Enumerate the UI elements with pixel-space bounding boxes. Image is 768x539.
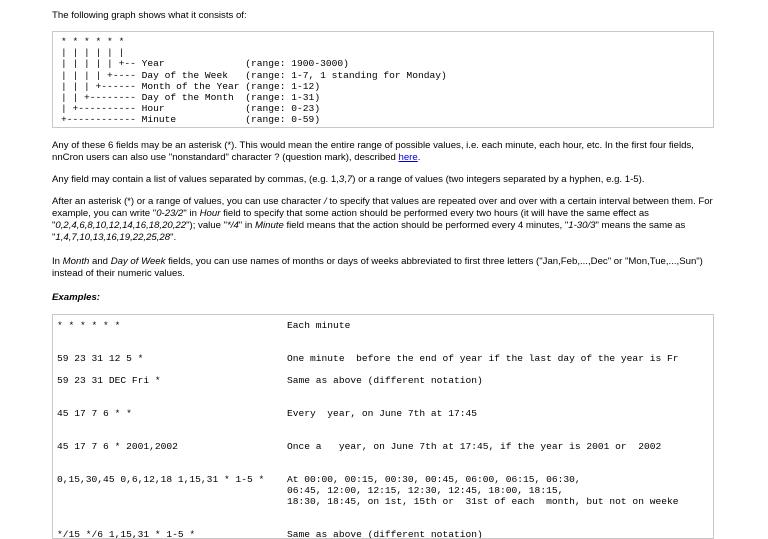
field-graph: [61, 36, 713, 126]
example-desc: Once a year, on June 7th at 17:45, if the year is 2001 or 2002: [287, 441, 662, 452]
para1-text-b: .: [417, 152, 421, 163]
examples-box: [52, 314, 714, 539]
intro-text: The following graph shows what it consists of:: [52, 10, 247, 21]
paragraph-names: [52, 256, 716, 280]
para3-italic-8: 1,4,7,10,13,16,19,22,25,28: [55, 232, 171, 243]
para3-text-c: " in: [183, 208, 200, 219]
example-expr: */15 */6 1,15,31 * 1-5 *: [57, 529, 196, 539]
graph-line: * * * * * *: [61, 36, 125, 47]
example-expr: 45 17 7 6 * 2001,2002: [57, 441, 178, 452]
example-desc: Each minute: [287, 320, 351, 331]
para4-text-a: In: [52, 256, 63, 267]
para1-text-a: Any of these 6 fields may be an asterisk (*). This would mean the entire range of possible values, i.e. each minute, each hour, etc. In the first four fields, nnCron users can also use "nonstandard" character ? (question mark), described: [52, 140, 694, 163]
paragraph-list: [52, 174, 716, 186]
para2-italic-1: 3: [338, 174, 345, 185]
paragraph-asterisk: [52, 140, 716, 164]
para3-text-g: field means that the action should be performed every 4 minutes, ": [283, 220, 569, 231]
para3-italic-6: Minute: [255, 220, 284, 231]
example-desc: Every year, on June 7th at 17:45: [287, 408, 477, 419]
graph-line: | | | | | |: [61, 47, 125, 59]
para2-text-b: ,: [344, 174, 347, 185]
example-expr: 0,15,30,45 0,6,12,18 1,15,31 * 1-5 *: [57, 474, 265, 485]
para3-italic-1: /: [323, 196, 327, 207]
para3-text-f: " in: [238, 220, 256, 231]
para4-text-c: fields, you can use names of months or days of weeks abbreviated to first three letters ("Jan,Feb,...,Dec" or "Mon,Tue,...,Sun") instead of their numeric values.: [52, 256, 703, 279]
graph-line: | | | | | +-- Year (range: 1900-3000): [61, 58, 349, 70]
graph-line: | | | +------ Month of the Year (range: 1-12): [61, 80, 321, 92]
graph-line: | | | | +---- Day of the Week (range: 1-7, 1 standing for Monday): [61, 69, 447, 81]
para3-italic-4: 0,2,4,6,8,10,12,14,16,18,20,22: [55, 220, 187, 231]
example-desc: Same as above (different notation): [287, 529, 483, 539]
para3-text-h: " means the same as ": [52, 220, 686, 243]
para3-text-d: field to specify that some action should be performed every two hours (it will have the same effect as ": [52, 208, 649, 231]
para2-text-c: ) or a range of values (two integers separated by a hyphen, e.g. 1-5).: [352, 174, 645, 185]
example-expr: 59 23 31 12 5 *: [57, 353, 144, 364]
para3-text-b: to specify that values are repeated over and over with a certain interval between them. For example, you can write ": [52, 196, 713, 219]
para3-text-e: "); value ": [186, 220, 228, 231]
field-graph-box: [52, 31, 714, 128]
graph-line: | | +-------- Day of the Month (range: 1-31): [61, 92, 321, 104]
para3-text-j: ".: [170, 232, 177, 243]
graph-line: +------------ Minute (range: 0-59): [61, 114, 321, 126]
paragraph-interval: [52, 196, 716, 244]
example-desc: One minute before the end of year if the last day of the year is Fr: [287, 353, 679, 364]
example-desc: Same as above (different notation): [287, 375, 483, 386]
para4-text-b: and: [89, 256, 111, 267]
example-expr: 45 17 7 6 * *: [57, 408, 132, 419]
para3-italic-5: */4: [227, 220, 239, 231]
here-link[interactable]: here: [398, 152, 418, 163]
example-expr: * * * * * *: [57, 320, 121, 331]
example-expr: 59 23 31 DEC Fri *: [57, 375, 161, 386]
example-desc: At 00:00, 00:15, 00:30, 00:45, 06:00, 06:15, 06:30, 06:45, 12:00, 12:15, 12:30, 12:45, 18:00, 18:15, 18:30, 18:45, on 1st, 15th or 31st of each month, but not on weeke: [287, 474, 679, 508]
para4-italic-2: Day of Week: [110, 256, 166, 267]
para3-text-a: After an asterisk (*) or a range of values, you can use character: [52, 196, 324, 207]
examples-heading: Examples:: [52, 292, 100, 303]
para3-italic-3: Hour: [199, 208, 221, 219]
para3-italic-7: 1-30/3: [568, 220, 596, 231]
para2-italic-2: 7: [346, 174, 353, 185]
para4-italic-1: Month: [62, 256, 90, 267]
para2-text-a: Any field may contain a list of values separated by commas, (e.g. 1,: [52, 174, 339, 185]
para3-italic-2: 0-23/2: [156, 208, 184, 219]
graph-line: | +---------- Hour (range: 0-23): [61, 103, 321, 115]
